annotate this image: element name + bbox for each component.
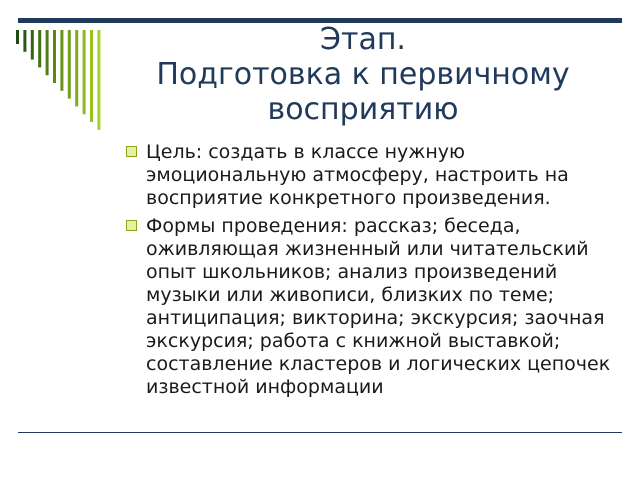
list-item <box>126 141 616 210</box>
stripe <box>46 30 49 75</box>
stripe <box>97 30 100 130</box>
stripe <box>68 30 71 99</box>
square-bullet-icon <box>126 220 137 231</box>
bullet-text-forms: Формы проведения: рассказ; беседа, оживляющая жизненный или читательский опыт школьников; анализ произведений музыки или живописи, близких по теме; антиципация; викторина; экскурсия; заочная экскурсия; работа с книжной выставкой; составление кластеров и логических цепочек известной информации <box>146 215 611 398</box>
list-item <box>126 215 616 399</box>
decorative-stripes <box>0 0 110 140</box>
bottom-rule <box>18 432 622 433</box>
stripe <box>83 30 86 114</box>
stripe <box>53 30 56 83</box>
title-line-2: Подготовка к первичному <box>156 57 570 92</box>
stripe <box>16 30 19 44</box>
slide-title <box>120 22 606 127</box>
stripe <box>90 30 93 122</box>
title-line-3: восприятию <box>267 92 459 127</box>
bullet-text-goal: Цель: создать в классе нужную эмоциональную атмосферу, настроить на восприятие конкретного произведения. <box>146 141 569 209</box>
stripe <box>38 30 41 67</box>
square-bullet-icon <box>126 146 137 157</box>
stripe <box>31 30 34 60</box>
bullet-list <box>126 141 616 404</box>
stripe <box>75 30 78 106</box>
stripe <box>23 30 26 52</box>
title-line-1: Этап. <box>320 22 406 57</box>
stripe <box>60 30 63 91</box>
